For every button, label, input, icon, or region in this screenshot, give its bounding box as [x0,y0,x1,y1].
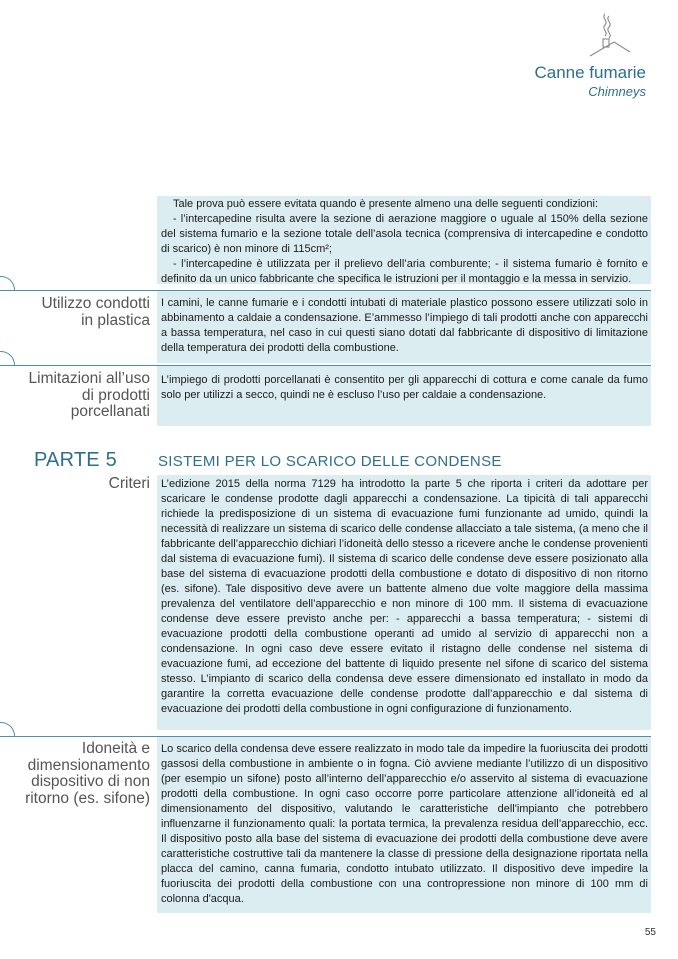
intro-item-1: - l’intercapedine risulta avere la sezione di aerazione maggiore o uguale al 150% della sezione del sistema fumario e la sezione totale dell’asola tecnica (comprensiva di intercapedine e condotto di scarico) è non minore di 115cm²; [161,213,648,255]
criteri-text-block [157,475,651,730]
intro-lead: Tale prova può essere evitata quando è presente almeno una delle seguenti condizioni: [173,198,599,210]
label-line: porcellanati [70,403,150,420]
header-title: Canne fumarie [534,63,646,82]
idoneita-text: Lo scarico della condensa deve essere realizzato in modo tale da impedire la fuoriuscita dei prodotti gassosi della combustione in ambiente o in fogna. Ciò avviene mediante l’utilizzo di un dispositivo (per esempio un sifone) posto all’interno dell’apparecchio e/o asservito al sistema di evacuazione prodotti della combustione. In ogni caso occorre porre particolare attenzione all’idoneità ed al dimensionamento del dispositivo, valutando le caratteristiche dell'impianto che potrebbero influenzarne il funzionamento quali: la portata termica, la prevalenza residua dell’apparecchio, ecc. Il dispositivo posto alla base del sistema di evacuazione dei prodotti della combustione deve avere caratteristiche costruttive tali da mantenere la classe di pressione della designazione riportata nella placca del camino, canna fumaria, condotto intubato utilizzato. Il dispositivo deve impedire la fuoriuscita dei prodotti della combustione con una contropressione non minore di 100 mm di colonna d'acqua. [161,743,648,905]
porcellanati-text: L’impiego di prodotti porcellanati è consentito per gli apparecchi di cottura e come canale da fumo solo per utilizzi a secco, quindi ne è escluso l’uso per caldaie a condensazione. [161,374,648,401]
divider-swoosh [0,276,15,291]
plastica-text: I camini, le canne fumarie e i condotti intubati di materiale plastico possono essere utilizzati solo in abbinamento a caldaie a condensazione. E’ammesso l’impiego di tali prodotti anche con apparecchi a bassa temperatura, nel caso in cui questi siano dotati dal fabbricante di dispositivo di limitazione della temperatura dei prodotti della combustione. [161,297,648,354]
label-line: dimensionamento [27,756,150,774]
label-line: Idoneità e [81,740,150,757]
part-number: PARTE 5 [34,449,117,471]
label-line: di prodotti [81,386,150,404]
section-label-porcellanati [0,371,150,421]
intro-item-2: - l’intercapedine è utilizzata per il prelievo dell’aria comburente; - il sistema fumario è fornito e definito da un unico fabbricante che specifica le istruzioni per il montaggio e la messa in servizio. [161,258,648,285]
house-chimney-smoke-icon [588,12,632,60]
plastica-text-block [157,291,651,363]
section-label-plastica [0,296,150,329]
label-line: Utilizzo condotti [41,295,150,312]
divider-swoosh [0,351,15,366]
header-subtitle: Chimneys [588,84,646,99]
intro-block [157,196,651,284]
label-line: Criteri [108,475,150,492]
porcellanati-text-block [157,366,651,426]
label-line: ritorno (es. sifone) [25,789,150,807]
label-line: Limitazioni all’uso [28,370,150,387]
label-line: in plastica [81,311,150,329]
part-heading: SISTEMI PER LO SCARICO DELLE CONDENSE [158,453,502,470]
label-line: dispositivo di non [31,773,150,790]
section-label-criteri [0,476,150,493]
brand-logo [534,12,646,102]
section-label-idoneita [0,741,150,807]
idoneita-text-block [157,737,651,913]
criteri-text: L’edizione 2015 della norma 7129 ha introdotto la parte 5 che riporta i criteri da adottare per scaricare le condense prodotte dagli apparecchi a condensazione. La tipicità di tali apparecchi richiede la predisposizione di un sistema di evacuazione fumi funzionante ad umido, quindi la necessità di realizzare un sistema di scarico delle condense allacciato a tale sistema, (a meno che il fabbricante dell’apparecchio dichiari l’idoneità dello stesso a ricevere anche le condense provenienti dal sistema di evacuazione fumi). Il sistema di scarico delle condense deve essere posizionato alla base del sistema di evacuazione prodotti della combustione e dotato di dispositivo di non ritorno (es. sifone). Tale dispositivo deve avere un battente almeno due volte maggiore della massima prevalenza del ventilatore dell’apparecchio e non minore di 100 mm. Il sistema di evacuazione condense deve essere previsto anche per: - apparecchi a bassa temperatura; - sistemi di evacuazione prodotti della combustione operanti ad umido al servizio di apparecchi non a condensazione. In ogni caso deve essere evitato il ristagno delle condense nel sistema di evacuazione fumi, ad eccezione del battente di liquido presente nel sifone di scarico del sistema stesso. L’impianto di scarico della condensa deve essere dimensionato ed installato in modo da garantire la corretta evacuazione delle condense prodotte dall’apparecchio e dal sistema di evacuazione dei prodotti della combustione in ogni configurazione di funzionamento. [161,478,648,715]
page-number: 55 [644,927,656,938]
divider-swoosh [0,722,15,737]
